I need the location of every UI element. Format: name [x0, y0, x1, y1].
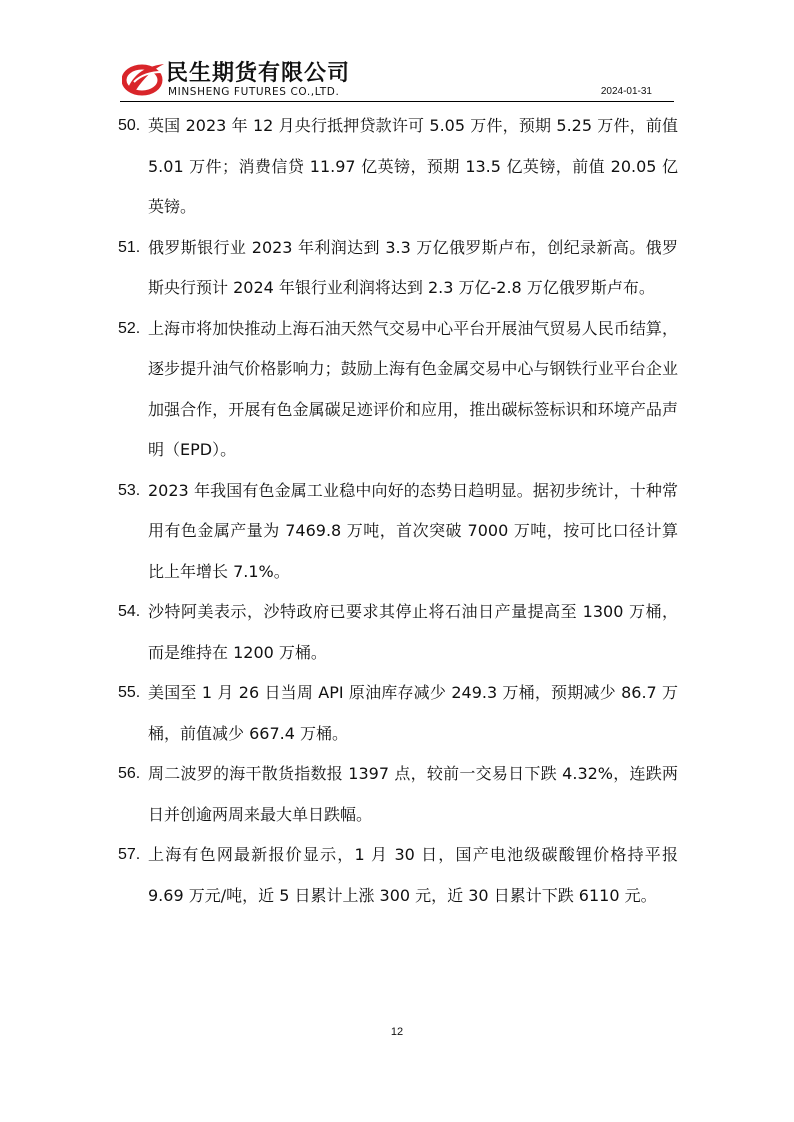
- page-number: 12: [390, 1026, 404, 1038]
- item-text: 沙特阿美表示，沙特政府已要求其停止将石油日产量提高至 1300 万桶，而是维持在 1200 万桶。: [148, 602, 678, 662]
- item-text: 周二波罗的海干散货指数报 1397 点，较前一交易日下跌 4.32%，连跌两日并创逾两周来最大单日跌幅。: [148, 764, 678, 824]
- item-text: 上海有色网最新报价显示，1 月 30 日，国产电池级碳酸锂价格持平报 9.69 万元/吨，近 5 日累计上涨 300 元，近 30 日累计下跌 6110 元。: [148, 845, 678, 905]
- news-item-57: [118, 835, 678, 916]
- news-item-52: [118, 309, 678, 471]
- news-item-55: [118, 673, 678, 754]
- item-number: 53.: [118, 481, 141, 499]
- news-item-54: [118, 592, 678, 673]
- news-item-53: [118, 471, 678, 593]
- item-text: 俄罗斯银行业 2023 年利润达到 3.3 万亿俄罗斯卢布，创纪录新高。俄罗斯央行预计 2024 年银行业利润将达到 2.3 万亿-2.8 万亿俄罗斯卢布。: [148, 237, 678, 297]
- minsheng-logo-icon: [122, 60, 166, 96]
- item-text: 美国至 1 月 26 日当周 API 原油库存减少 249.3 万桶，预期减少 86.7 万桶，前值减少 667.4 万桶。: [148, 683, 678, 743]
- report-date: 2024-01-31: [600, 86, 652, 97]
- item-number: 56.: [118, 765, 141, 782]
- item-number: 52.: [118, 319, 141, 337]
- item-number: 55.: [118, 684, 141, 701]
- news-list: [118, 106, 678, 916]
- header-divider: [120, 101, 674, 102]
- item-number: 54.: [118, 603, 141, 620]
- news-item-51: [118, 228, 678, 309]
- item-text: 英国 2023 年 12 月央行抵押贷款许可 5.05 万件，预期 5.25 万件，前值 5.01 万件；消费信贷 11.97 亿英镑，预期 13.5 亿英镑，前值 20.05 亿英镑。: [148, 116, 678, 216]
- news-item-50: [118, 106, 678, 228]
- item-text: 2023 年我国有色金属工业稳中向好的态势日趋明显。据初步统计，十种常用有色金属产量为 7469.8 万吨，首次突破 7000 万吨，按可比口径计算比上年增长 7.1%。: [148, 480, 678, 581]
- item-number: 51.: [118, 238, 141, 256]
- item-number: 50.: [118, 117, 141, 134]
- item-text: 上海市将加快推动上海石油天然气交易中心平台开展油气贸易人民币结算，逐步提升油气价格影响力；鼓励上海有色金属交易中心与钢铁行业平台企业加强合作，开展有色金属碳足迹评价和应用，推出碳标签标识和环境产品声明（EPD）。: [148, 318, 678, 459]
- company-name-cn: 民生期货有限公司: [166, 61, 351, 86]
- item-number: 57.: [118, 846, 141, 863]
- page-header: [120, 50, 674, 102]
- company-logo: [120, 54, 370, 98]
- company-name-en: MINSHENG FUTURES CO.,LTD.: [168, 86, 340, 98]
- news-item-56: [118, 754, 678, 835]
